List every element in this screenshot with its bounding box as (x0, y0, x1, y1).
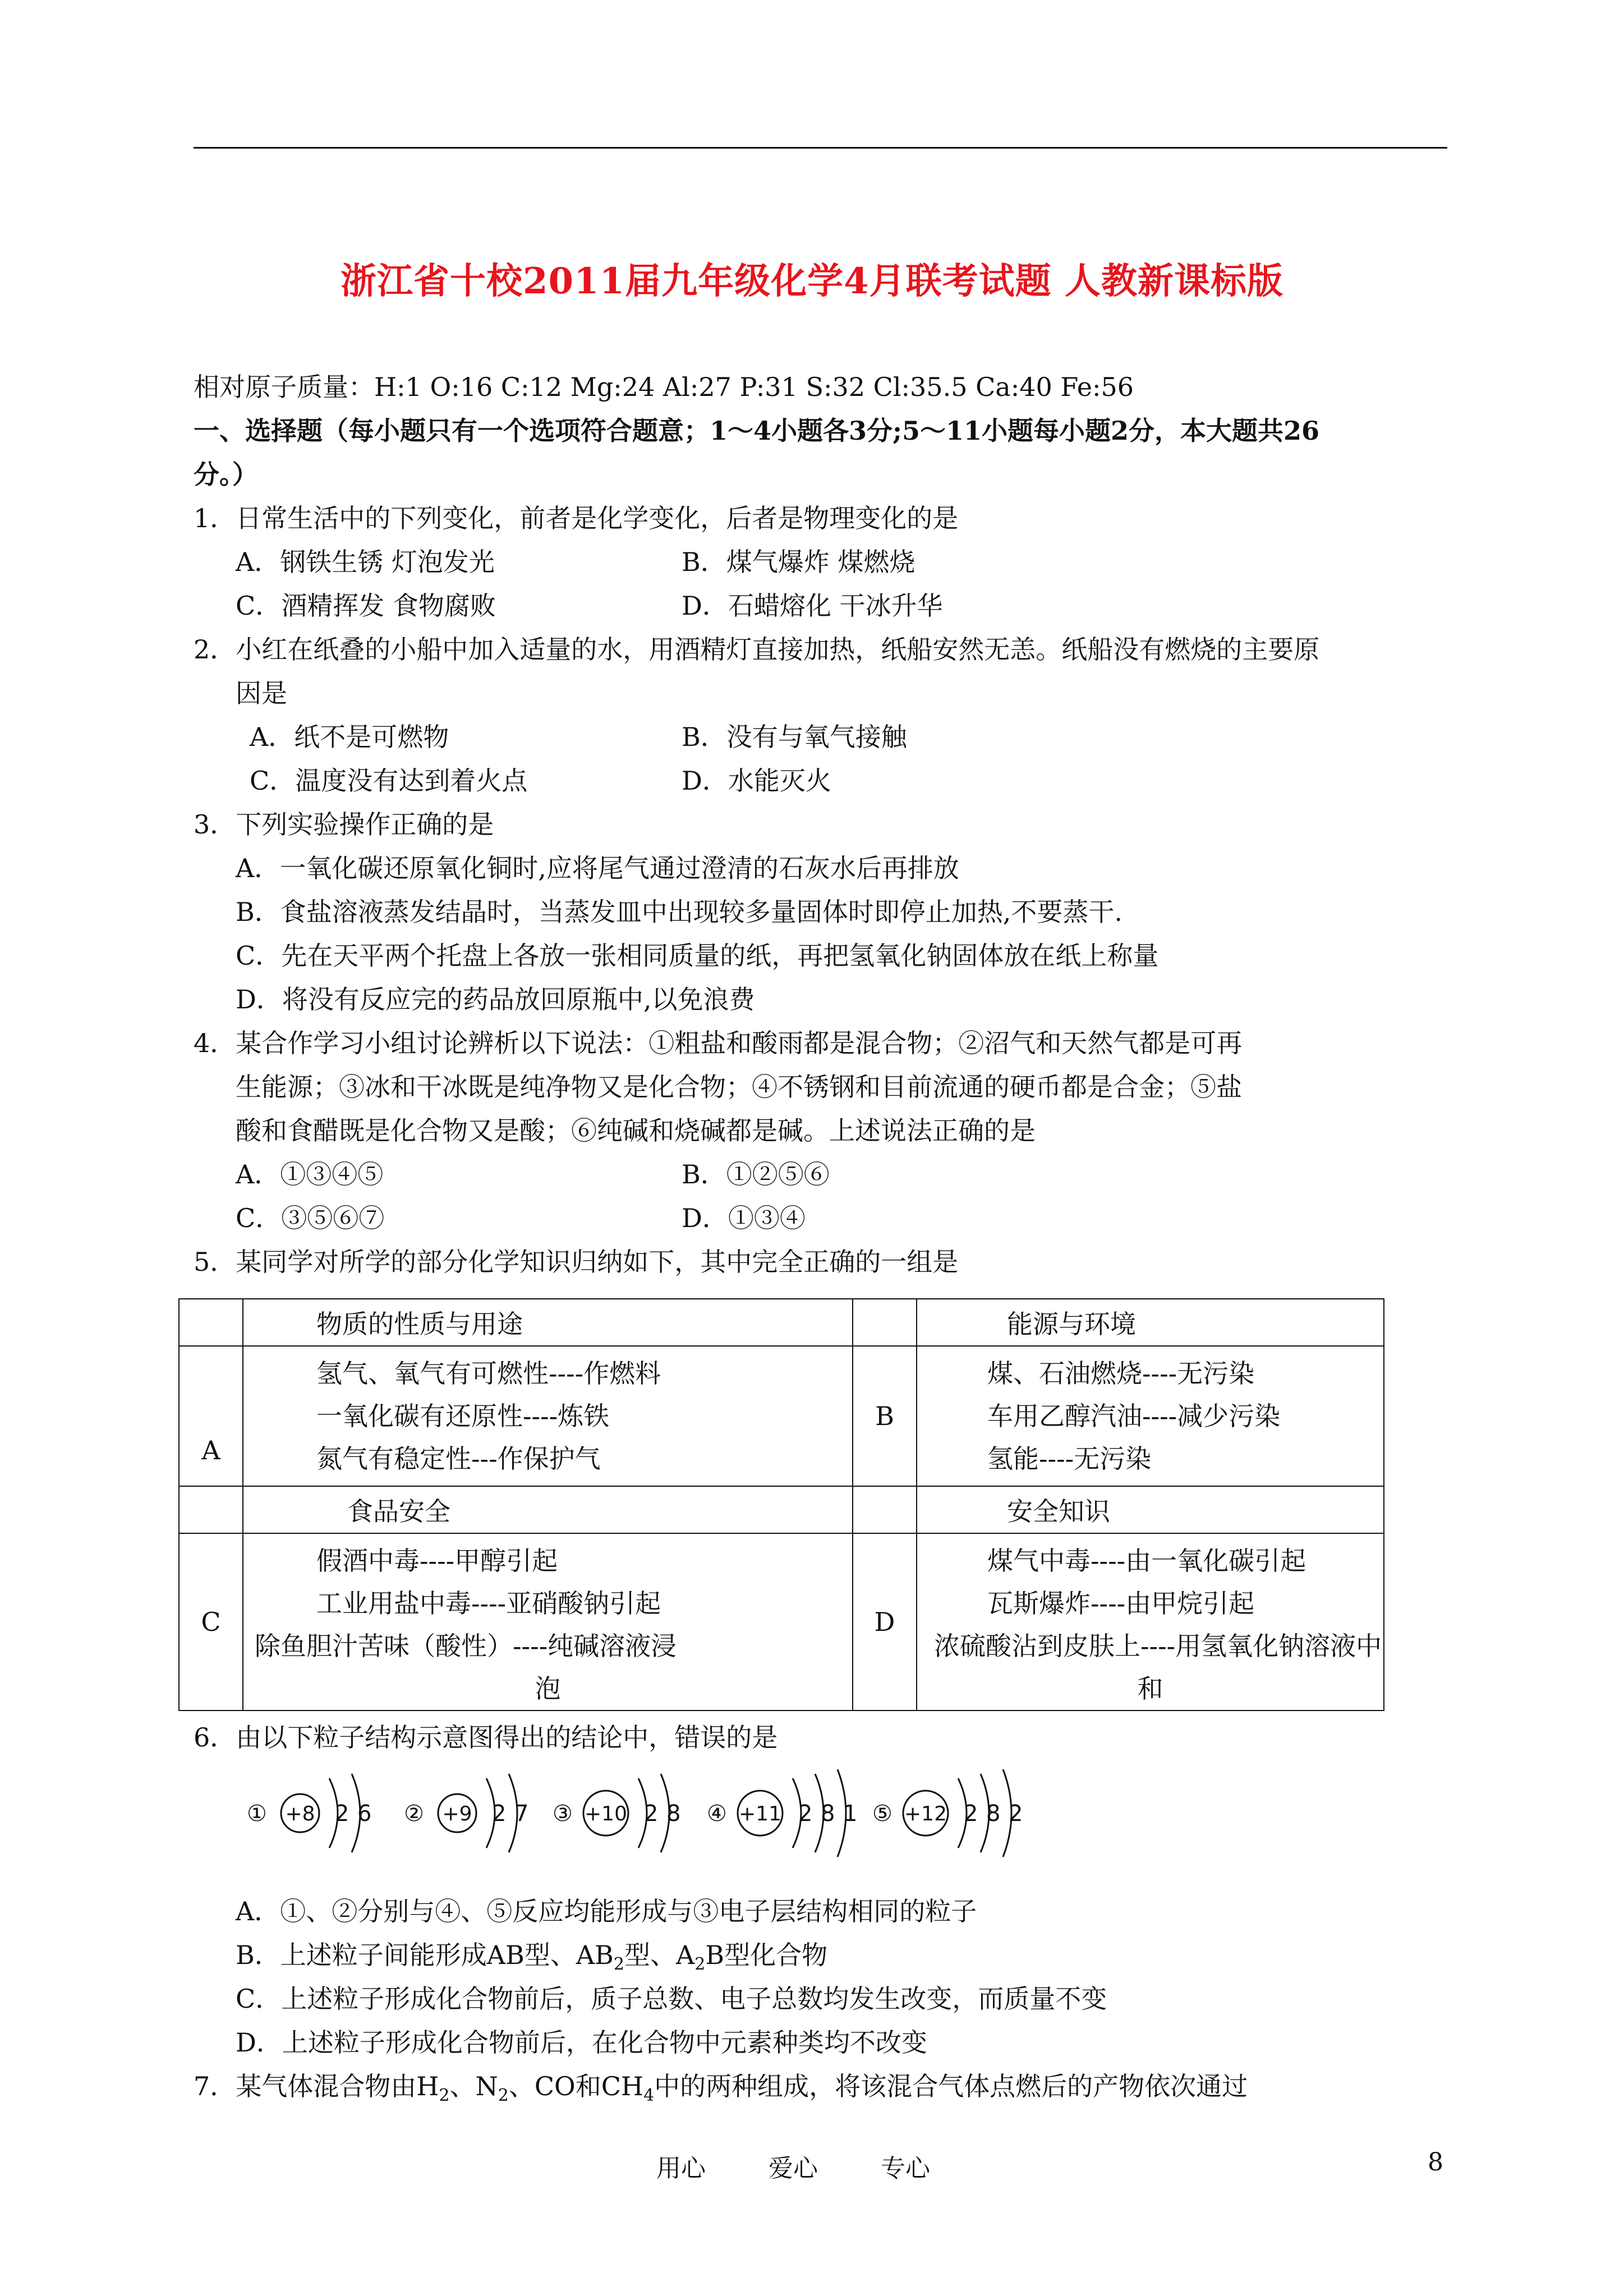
row-c-line-3: 除鱼胆汁苦味（酸性）----纯碱溶液浸 (255, 1631, 677, 1661)
table-header-food-safety: 食品安全 (243, 1486, 853, 1533)
particle-2 (404, 1774, 528, 1852)
q6-option-b (236, 1938, 827, 1981)
row-b-line-1: 煤、石油燃烧----无污染 (987, 1358, 1255, 1389)
table-corner-3 (179, 1486, 243, 1533)
electron-count: 8 (821, 1801, 835, 1827)
particle-structure-diagram (236, 1764, 1049, 1859)
electron-count: 8 (666, 1801, 681, 1827)
q1-option-b: B．煤气爆炸 煤燃烧 (682, 547, 915, 577)
nucleus-charge: +9 (442, 1802, 472, 1825)
question-4-stem: 4．某合作学习小组讨论辨析以下说法：①粗盐和酸雨都是混合物；②沼气和天然气都是可再 (194, 1028, 1243, 1058)
q6-option-a: A．①、②分别与④、⑤反应均能形成与③电子层结构相同的粒子 (236, 1896, 977, 1926)
q6-option-d: D．上述粒子形成化合物前后，在化合物中元素种类均不改变 (236, 2027, 927, 2058)
particle-5 (872, 1769, 1023, 1857)
q7-sub-3: 4 (643, 2086, 655, 2106)
electron-count: 2 (644, 1801, 659, 1827)
footer-text-2: 爱心 (769, 2154, 818, 2183)
row-a-line-3: 氮气有稳定性---作保护气 (316, 1444, 601, 1474)
row-b-content (917, 1346, 1384, 1486)
particle-3 (553, 1774, 680, 1852)
q6-b-part-2: 型、A (624, 1940, 695, 1970)
q2-option-c: C．温度没有达到着火点 (250, 766, 528, 796)
q7-sub-1: 2 (439, 2086, 450, 2106)
section-heading-cont: 分。） (194, 459, 258, 490)
particle-number: ① (247, 1801, 267, 1827)
question-4-stem-cont-1: 生能源；③冰和干冰既是纯净物又是化合物；④不锈钢和目前流通的硬币都是合金；⑤盐 (236, 1072, 1242, 1102)
question-3-stem: 3．下列实验操作正确的是 (194, 809, 494, 840)
row-c-line-2: 工业用盐中毒----亚硝酸钠引起 (316, 1588, 661, 1619)
row-c-content (243, 1533, 853, 1711)
question-1-stem: 1．日常生活中的下列变化，前者是化学变化，后者是物理变化的是 (194, 503, 959, 533)
q3-option-c: C．先在天平两个托盘上各放一张相同质量的纸，再把氢氧化钠固体放在纸上称量 (236, 940, 1159, 971)
electron-count: 7 (514, 1801, 529, 1827)
nucleus-charge: +12 (904, 1802, 947, 1825)
q1-option-c: C．酒精挥发 食物腐败 (236, 591, 496, 621)
section-heading: 一、选择题（每小题只有一个选项符合题意；1～4小题各3分;5～11小题每小题2分，本大题共26 (194, 416, 1320, 446)
electron-count: 2 (798, 1801, 813, 1827)
q7-part-3: 、CO和CH (508, 2071, 644, 2101)
row-label-c: C (179, 1533, 243, 1711)
row-a-line-2: 一氧化碳有还原性----炼铁 (316, 1401, 610, 1431)
q7-part-2: 、N (449, 2071, 498, 2101)
footer-text-3: 专心 (881, 2154, 930, 2183)
page-number: 8 (1428, 2148, 1443, 2177)
particle-1 (247, 1774, 371, 1852)
q4-option-a: A．①③④⑤ (236, 1159, 384, 1190)
q4-option-c: C．③⑤⑥⑦ (236, 1203, 385, 1233)
page-title: 浙江省十校2011届九年级化学4月联考试题 人教新课标版 (341, 260, 1283, 302)
q2-option-a: A．纸不是可燃物 (250, 722, 449, 752)
particle-number: ③ (553, 1801, 573, 1827)
q4-option-b: B．①②⑤⑥ (682, 1159, 830, 1190)
q6-b-part-1: B．上述粒子间能形成AB型、AB (236, 1940, 614, 1970)
row-b-line-2: 车用乙醇汽油----减少污染 (987, 1401, 1281, 1431)
question-5-stem: 5．某同学对所学的部分化学知识归纳如下，其中完全正确的一组是 (194, 1247, 959, 1277)
nucleus-charge: +8 (285, 1802, 315, 1825)
electron-count: 2 (964, 1801, 978, 1827)
particle-4 (707, 1769, 857, 1857)
row-d-line-3: 浓硫酸沾到皮肤上----用氢氧化钠溶液中 (934, 1631, 1382, 1661)
electron-count: 1 (843, 1801, 858, 1827)
row-d-line-2: 瓦斯爆炸----由甲烷引起 (987, 1588, 1255, 1619)
electron-count: 6 (357, 1801, 372, 1827)
row-a-content (243, 1346, 853, 1486)
row-c-line-4: 泡 (535, 1673, 561, 1704)
q3-option-b: B．食盐溶液蒸发结晶时，当蒸发皿中出现较多量固体时即停止加热,不要蒸干. (236, 897, 1123, 927)
q7-part-4: 中的两种组成，将该混合气体点燃后的产物依次通过 (654, 2071, 1248, 2101)
q3-option-a: A．一氧化碳还原氧化铜时,应将尾气通过澄清的石灰水后再排放 (236, 853, 959, 883)
q2-option-d: D．水能灭火 (682, 766, 831, 796)
electron-count: 2 (492, 1801, 507, 1827)
nucleus-charge: +10 (585, 1802, 627, 1825)
row-b-line-3: 氢能----无污染 (987, 1444, 1152, 1474)
atomic-mass-line: 相对原子质量：H:1 O:16 C:12 Mg:24 Al:27 P:31 S:32 Cl:35.5 Ca:40 Fe:56 (194, 372, 1134, 402)
row-label-b: B (853, 1346, 917, 1486)
electron-count: 2 (335, 1801, 349, 1827)
row-d-line-4: 和 (1137, 1673, 1163, 1704)
q3-option-d: D．将没有反应完的药品放回原瓶中,以免浪费 (236, 984, 755, 1015)
particle-number: ② (404, 1801, 424, 1827)
q6-b-part-3: B型化合物 (705, 1940, 828, 1970)
q1-option-a: A．钢铁生锈 灯泡发光 (236, 547, 495, 577)
q7-part-1: 7．某气体混合物由H (194, 2071, 439, 2101)
nucleus-charge: +11 (739, 1802, 781, 1825)
table-corner-2 (853, 1299, 917, 1346)
row-label-d: D (853, 1533, 917, 1711)
q6-b-sub-1: 2 (613, 1954, 624, 1975)
question-6-stem: 6．由以下粒子结构示意图得出的结论中，错误的是 (194, 1722, 778, 1753)
table-header-energy: 能源与环境 (917, 1299, 1384, 1346)
q1-option-d: D．石蜡熔化 干冰升华 (682, 591, 943, 621)
electron-count: 2 (1009, 1801, 1023, 1827)
question-2-stem-cont: 因是 (236, 678, 287, 708)
particle-number: ④ (707, 1801, 727, 1827)
question-2-stem: 2．小红在纸叠的小船中加入适量的水，用酒精灯直接加热，纸船安然无恙。纸船没有燃烧的主要原 (194, 634, 1320, 665)
q7-sub-2: 2 (498, 2086, 509, 2106)
q6-b-sub-2: 2 (694, 1954, 706, 1975)
row-c-line-1: 假酒中毒----甲醇引起 (316, 1546, 558, 1576)
table-header-properties: 物质的性质与用途 (243, 1299, 853, 1346)
footer-text-1: 用心 (656, 2154, 706, 2183)
q2-option-b: B．没有与氧气接触 (682, 722, 907, 752)
table-corner-4 (853, 1486, 917, 1533)
row-d-content (917, 1533, 1384, 1711)
row-label-a: A (179, 1346, 243, 1486)
knowledge-table (178, 1298, 1384, 1711)
row-a-line-1: 氢气、氧气有可燃性----作燃料 (316, 1358, 661, 1389)
row-d-line-1: 煤气中毒----由一氧化碳引起 (987, 1546, 1306, 1576)
table-corner (179, 1299, 243, 1346)
q4-option-d: D．①③④ (682, 1203, 806, 1233)
q6-option-c: C．上述粒子形成化合物前后，质子总数、电子总数均发生改变，而质量不变 (236, 1984, 1107, 2014)
table-header-safety: 安全知识 (917, 1486, 1384, 1533)
electron-count: 8 (986, 1801, 1001, 1827)
particle-number: ⑤ (872, 1801, 892, 1827)
question-4-stem-cont-2: 酸和食醋既是化合物又是酸；⑥纯碱和烧碱都是碱。上述说法正确的是 (236, 1115, 1036, 1146)
header-rule (194, 147, 1447, 149)
question-7-stem (194, 2069, 1248, 2113)
